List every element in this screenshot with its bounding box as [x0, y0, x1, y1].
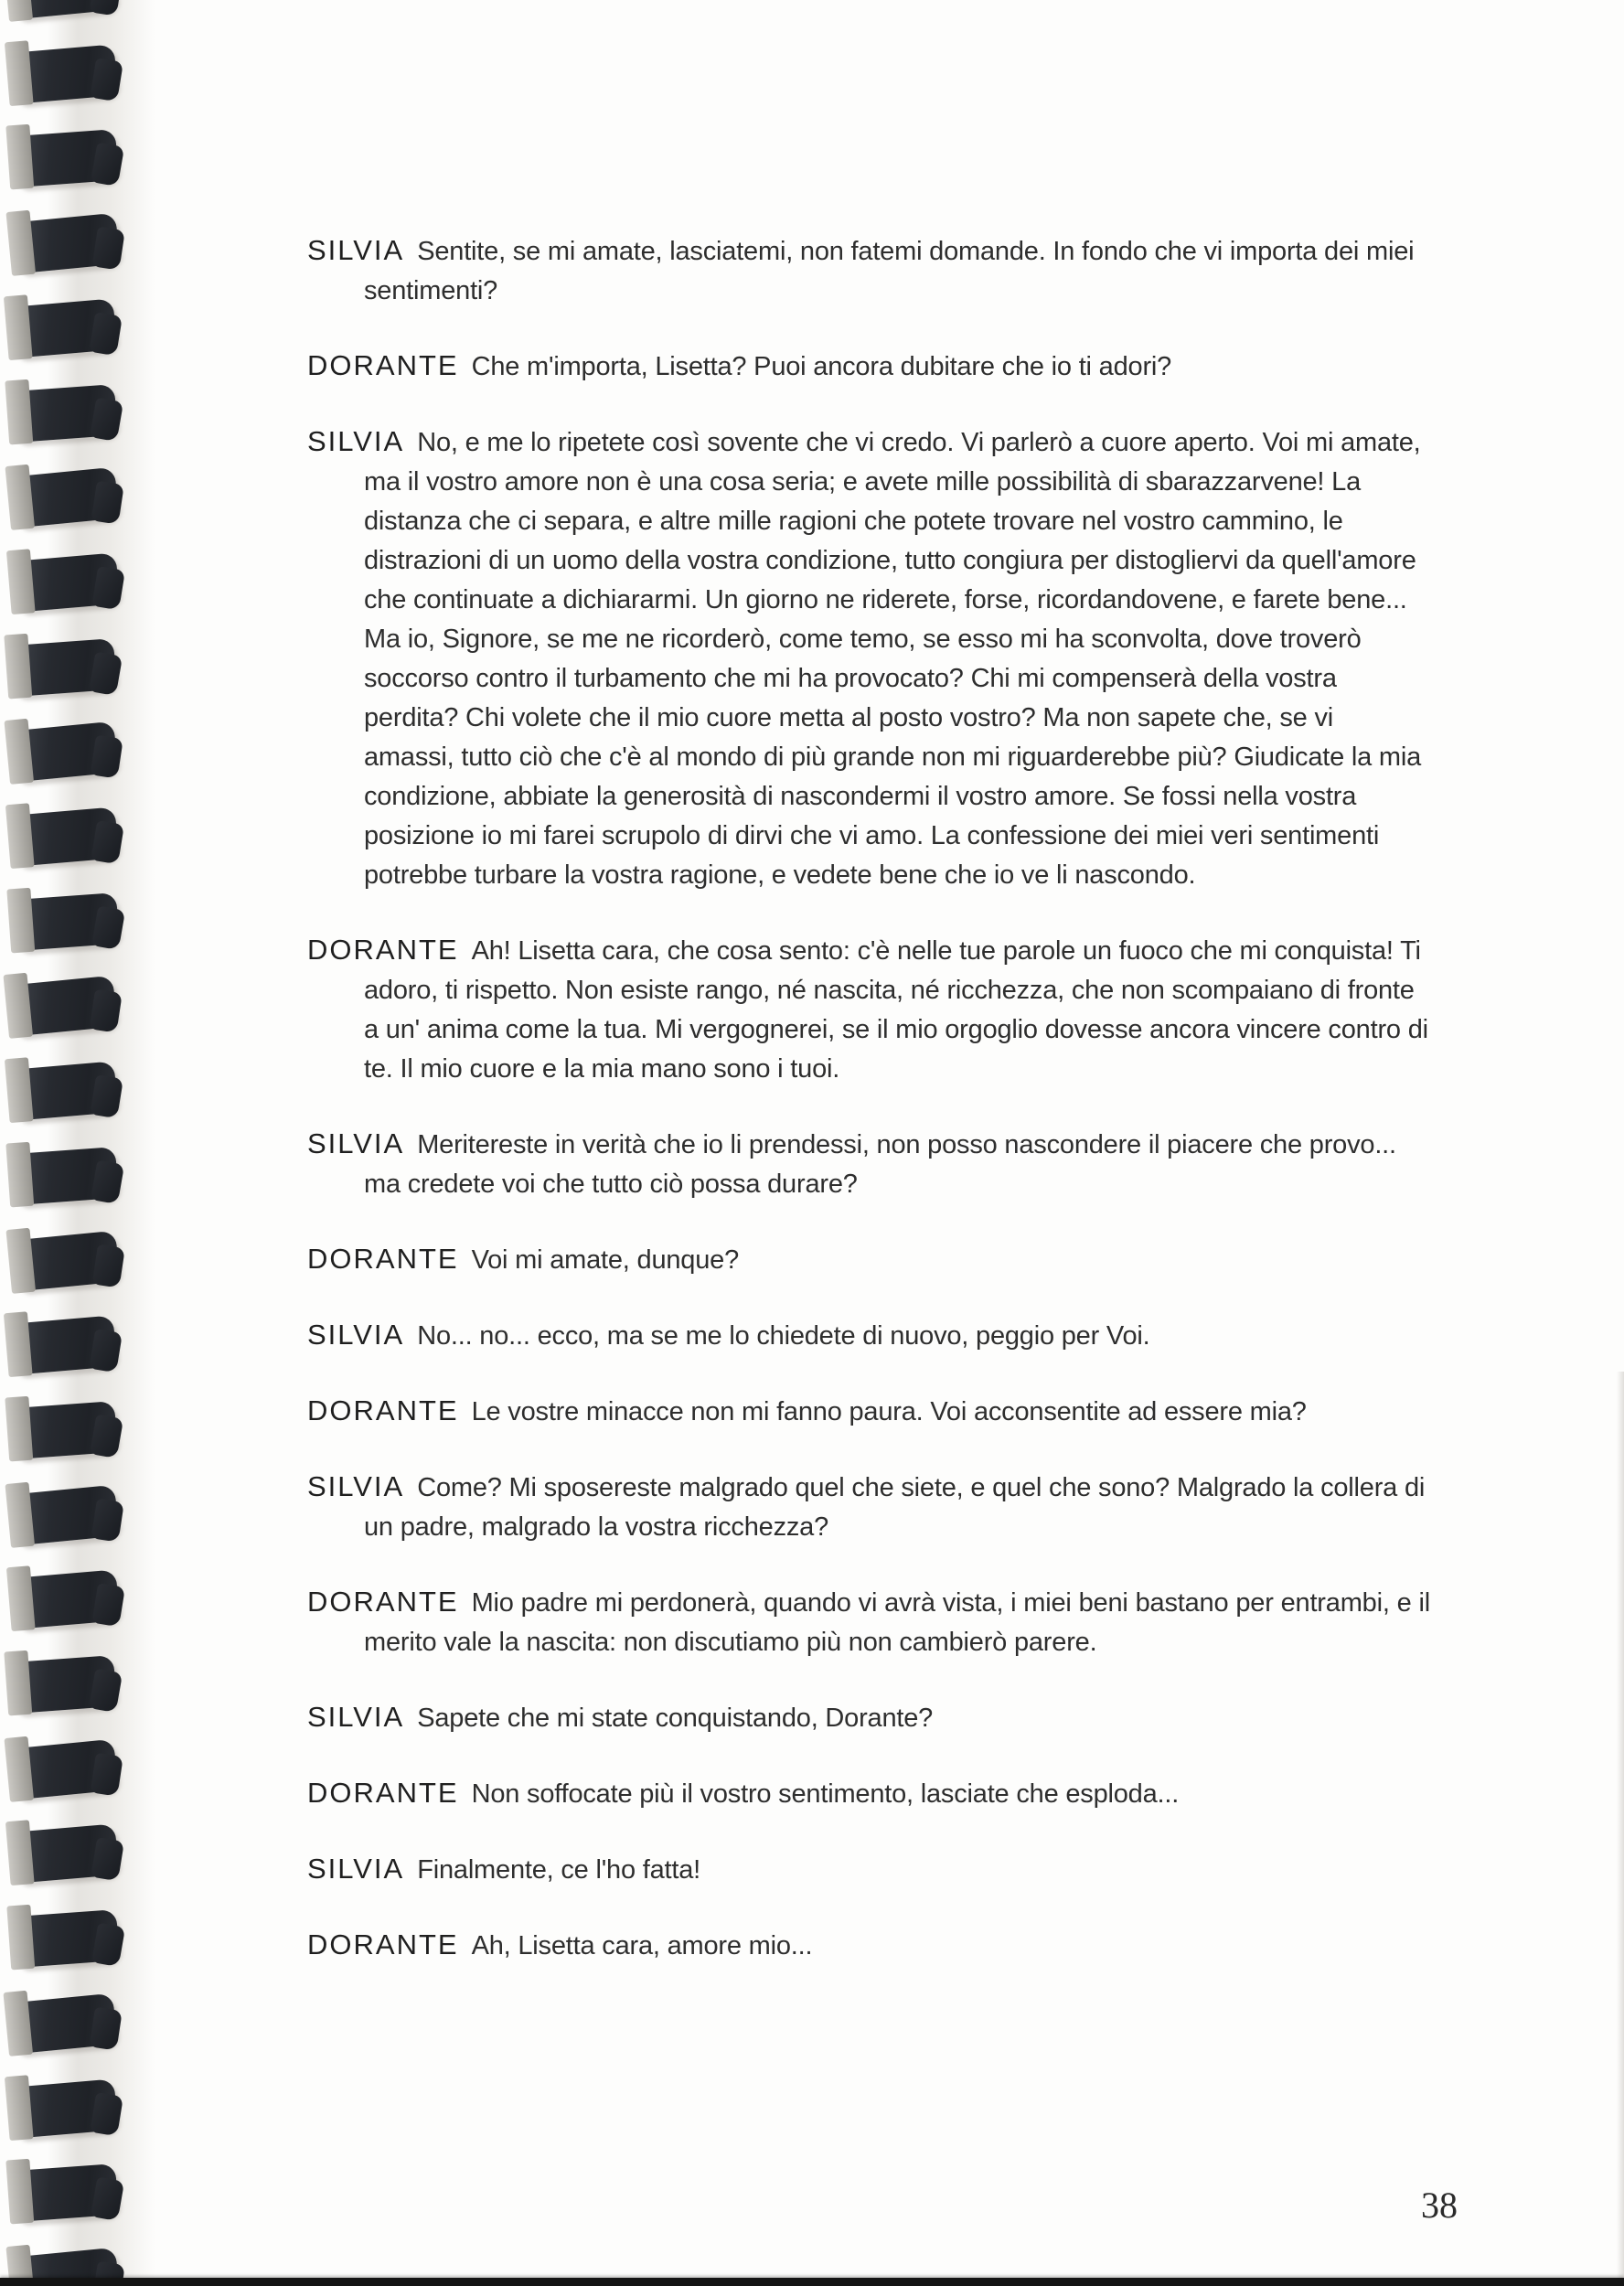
binding-tooth: [11, 638, 117, 697]
speech-9: [307, 1467, 1430, 1547]
binding-tooth: [13, 2163, 119, 2222]
speaker-label: SILVIA: [307, 425, 405, 457]
speech-text: Non soffocate più il vostro sentimento, lasciate che esploda...: [471, 1779, 1180, 1809]
binding-tooth: [11, 976, 118, 1036]
speech-7: [307, 1315, 1430, 1356]
binding-tooth: [12, 44, 118, 103]
speaker-label: DORANTE: [307, 1777, 459, 1809]
speech-3: [307, 422, 1430, 895]
binding-tooth: [12, 1062, 118, 1121]
dialogue: [307, 230, 1430, 2001]
binding-tooth: [14, 213, 121, 273]
speaker-label: DORANTE: [307, 1586, 459, 1618]
speech-text: Come? Mi sposereste malgrado quel che siete, e quel che sono? Malgrado la collera di un padre, malgrado la vostra ricchezza?: [364, 1473, 1426, 1542]
binding-tooth: [13, 1147, 119, 1205]
speech-6: [307, 1239, 1430, 1280]
page-number: 38: [1421, 2185, 1458, 2226]
speech-text: Sentite, se mi amate, lasciatemi, non fatemi domande. In fondo che vi importa dei miei sentimenti?: [364, 237, 1415, 305]
binding-tooth: [11, 1993, 118, 2054]
speaker-label: DORANTE: [307, 934, 459, 966]
speech-text: Ah! Lisetta cara, che cosa sento: c'è nelle tue parole un fuoco che mi conquista! Ti adoro, ti rispetto. Non esiste rango, né nascita, né ricchezza, che non scompaiano di fronte a un' anima come la tua. Mi vergognerei, se il mio orgoglio dovesse ancora vincere contro di te. Il mio cuore e la mia mano sono i tuoi.: [364, 936, 1428, 1084]
binding-tooth: [13, 807, 119, 866]
binding-tooth: [13, 129, 119, 187]
binding-tooth: [14, 1909, 120, 1968]
page-right-edge-shadow: [1617, 1372, 1624, 2286]
binding-tooth: [12, 1401, 118, 1459]
speech-text: Sapete che mi state conquistando, Dorante?: [417, 1704, 934, 1733]
speaker-label: SILVIA: [307, 234, 405, 266]
speaker-label: DORANTE: [307, 1243, 459, 1275]
speech-text: Le vostre minacce non mi fanno paura. Voi acconsentite ad essere mia?: [471, 1397, 1307, 1426]
speech-14: [307, 1925, 1430, 1966]
speaker-label: SILVIA: [307, 1127, 405, 1159]
speaker-label: SILVIA: [307, 1319, 405, 1351]
binding-tooth: [12, 721, 119, 782]
speech-13: [307, 1849, 1430, 1890]
binding-tooth: [11, 298, 117, 358]
speech-12: [307, 1773, 1430, 1814]
speech-text: No... no... ecco, ma se me lo chiedete di nuovo, peggio per Voi.: [417, 1321, 1150, 1351]
binding-tooth: [11, 1655, 117, 1714]
binding-tooth: [14, 892, 120, 951]
binding-tooth: [12, 384, 118, 443]
scan-bottom-edge: [0, 2278, 1624, 2286]
speech-8: [307, 1391, 1430, 1432]
speaker-label: SILVIA: [307, 1701, 405, 1733]
binding-tooth: [11, 1316, 117, 1375]
binding-tooth: [12, 2078, 118, 2138]
speech-text: Ah, Lisetta cara, amore mio...: [471, 1931, 813, 1960]
speech-5: [307, 1124, 1430, 1204]
speech-text: No, e me lo ripetete così sovente che vi credo. Vi parlerò a cuore aperto. Voi mi amate, ma il vostro amore non è una cosa seria; e avete mille possibilità di sbarazzarvene! La distanza che ci separa, e altre mille ragioni che potete trovare nel vostro cammino, le distrazioni di un uomo della vostra condizione, tutto congiura per distogliervi da quell'amore che continuate a dichiararmi. Un giorno ne riderete, forse, ricordandovene, e farete bene... Ma io, Signore, se me ne ricorderò, come temo, se esso mi ha sconvolta, dove troverò soccorso contro il turbamento che mi ha provocato? Chi mi compenserà della vostra perdita? Chi volete che il mio cuore metta al posto vostro? Ma non sapete che, se vi amassi, tutto ciò che c'è al mondo di più grande non mi riguarderebbe più? Giudicate la mia condizione, abbiate la generosità di nascondermi il vostro amore. Se fossi nella vostra posizione io mi farei scrupolo di dirvi che vi amo. La confessione dei miei veri sentimenti potrebbe turbare la vostra ragione, e vedete bene che io ve li nascondo.: [364, 428, 1422, 890]
binding-tooth: [13, 1484, 120, 1544]
binding-tooth: [14, 1230, 121, 1290]
binding-tooth: [14, 552, 120, 612]
speech-11: [307, 1697, 1430, 1738]
speech-1: [307, 230, 1430, 311]
speaker-label: DORANTE: [307, 1928, 459, 1960]
speaker-label: SILVIA: [307, 1853, 405, 1885]
speech-text: Voi mi amate, dunque?: [471, 1245, 740, 1275]
speech-4: [307, 930, 1430, 1089]
speech-text: Finalmente, ce l'ho fatta!: [417, 1855, 701, 1885]
binding-tooth: [12, 1738, 119, 1799]
speaker-label: DORANTE: [307, 1394, 459, 1426]
speech-10: [307, 1582, 1430, 1662]
binding-tooth: [13, 467, 120, 528]
speech-2: [307, 346, 1430, 387]
speech-text: Meritereste in verità che io li prendessi, non posso nascondere il piacere che provo... ma credete voi che tutto ciò possa durare?: [364, 1130, 1396, 1199]
binding-tooth: [13, 1824, 119, 1884]
binding-tooth: [14, 1570, 120, 1629]
speaker-label: DORANTE: [307, 349, 459, 381]
speech-text: Mio padre mi perdonerà, quando vi avrà vista, i miei beni bastano per entrambi, e il merito vale la nascita: non discutiamo più non cambierò parere.: [364, 1588, 1430, 1657]
speaker-label: SILVIA: [307, 1470, 405, 1502]
speech-text: Che m'importa, Lisetta? Puoi ancora dubitare che io ti adori?: [471, 352, 1172, 381]
